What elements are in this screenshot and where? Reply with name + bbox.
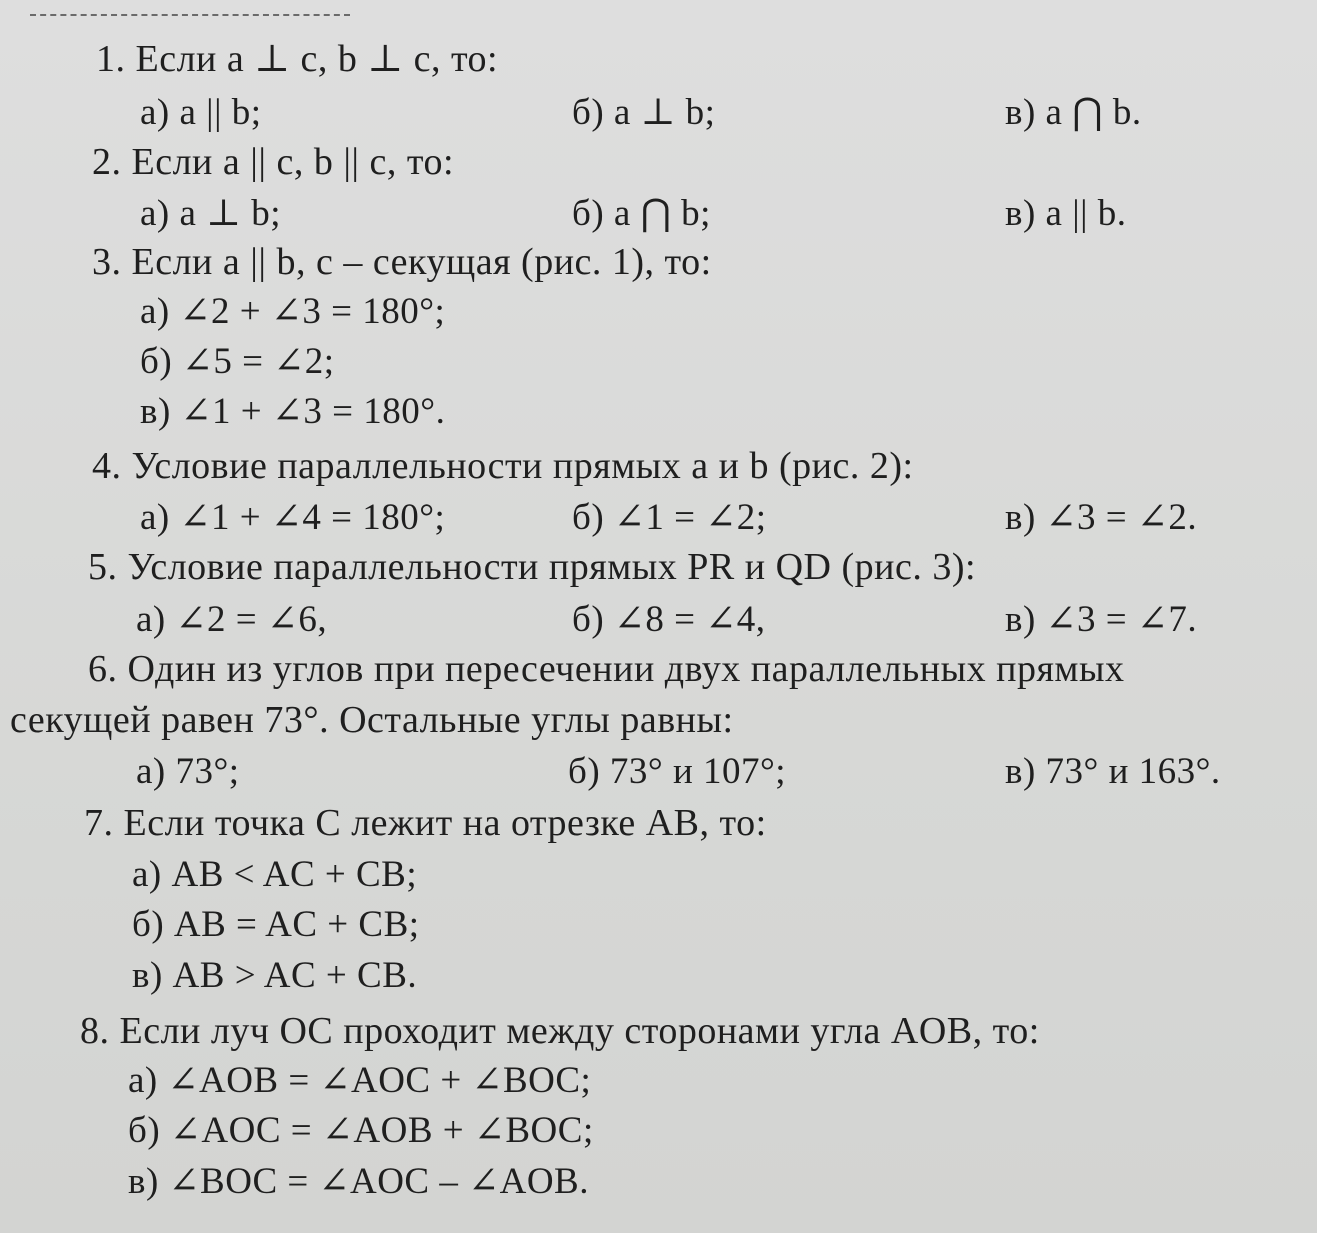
- question-1-option-c: в) a ⋂ b.: [1005, 92, 1142, 133]
- question-5-option-b: б) ∠8 = ∠4,: [572, 599, 766, 640]
- question-3-option-b: б) ∠5 = ∠2;: [140, 341, 335, 382]
- question-4-option-a: а) ∠1 + ∠4 = 180°;: [140, 497, 446, 538]
- question-2-option-c: в) a || b.: [1005, 193, 1127, 234]
- question-8-option-b: б) ∠AOC = ∠AOB + ∠BOC;: [128, 1110, 594, 1151]
- question-1-stem: 1. Если a ⊥ c, b ⊥ c, то:: [96, 38, 499, 80]
- question-8-option-a: а) ∠AOB = ∠AOC + ∠BOC;: [128, 1060, 592, 1101]
- question-6-stem-continuation: секущей равен 73°. Остальные углы равны:: [10, 699, 734, 741]
- question-1-option-b: б) a ⊥ b;: [572, 92, 716, 133]
- question-6-option-a: а) 73°;: [136, 751, 240, 792]
- question-6-stem: 6. Один из углов при пересечении двух параллельных прямых: [88, 648, 1125, 690]
- question-2-option-b: б) a ⋂ b;: [572, 193, 711, 234]
- question-3-option-c: в) ∠1 + ∠3 = 180°.: [140, 391, 446, 432]
- question-7-stem: 7. Если точка C лежит на отрезке AB, то:: [84, 802, 767, 844]
- question-5-option-a: а) ∠2 = ∠6,: [136, 599, 328, 640]
- question-6-option-c: в) 73° и 163°.: [1005, 751, 1221, 792]
- top-divider: [30, 14, 350, 16]
- question-2-option-a: а) a ⊥ b;: [140, 193, 281, 234]
- question-5-option-c: в) ∠3 = ∠7.: [1005, 599, 1198, 640]
- question-4-option-b: б) ∠1 = ∠2;: [572, 497, 767, 538]
- question-4-option-c: в) ∠3 = ∠2.: [1005, 497, 1198, 538]
- question-6-option-b: б) 73° и 107°;: [568, 751, 787, 792]
- question-7-option-c: в) AB > AC + CB.: [132, 955, 418, 996]
- question-8-option-c: в) ∠BOC = ∠AOC – ∠AOB.: [128, 1161, 589, 1202]
- question-7-option-b: б) AB = AC + CB;: [132, 904, 420, 945]
- question-1-option-a: а) a || b;: [140, 92, 262, 133]
- question-3-option-a: а) ∠2 + ∠3 = 180°;: [140, 291, 446, 332]
- question-5-stem: 5. Условие параллельности прямых PR и QD (рис. 3):: [88, 546, 977, 588]
- question-4-stem: 4. Условие параллельности прямых a и b (рис. 2):: [92, 445, 914, 487]
- question-2-stem: 2. Если a || c, b || c, то:: [92, 141, 455, 183]
- question-3-stem: 3. Если a || b, c – секущая (рис. 1), то:: [92, 241, 712, 283]
- question-7-option-a: а) AB < AC + CB;: [132, 854, 418, 895]
- question-8-stem: 8. Если луч OC проходит между сторонами угла AOB, то:: [80, 1010, 1040, 1052]
